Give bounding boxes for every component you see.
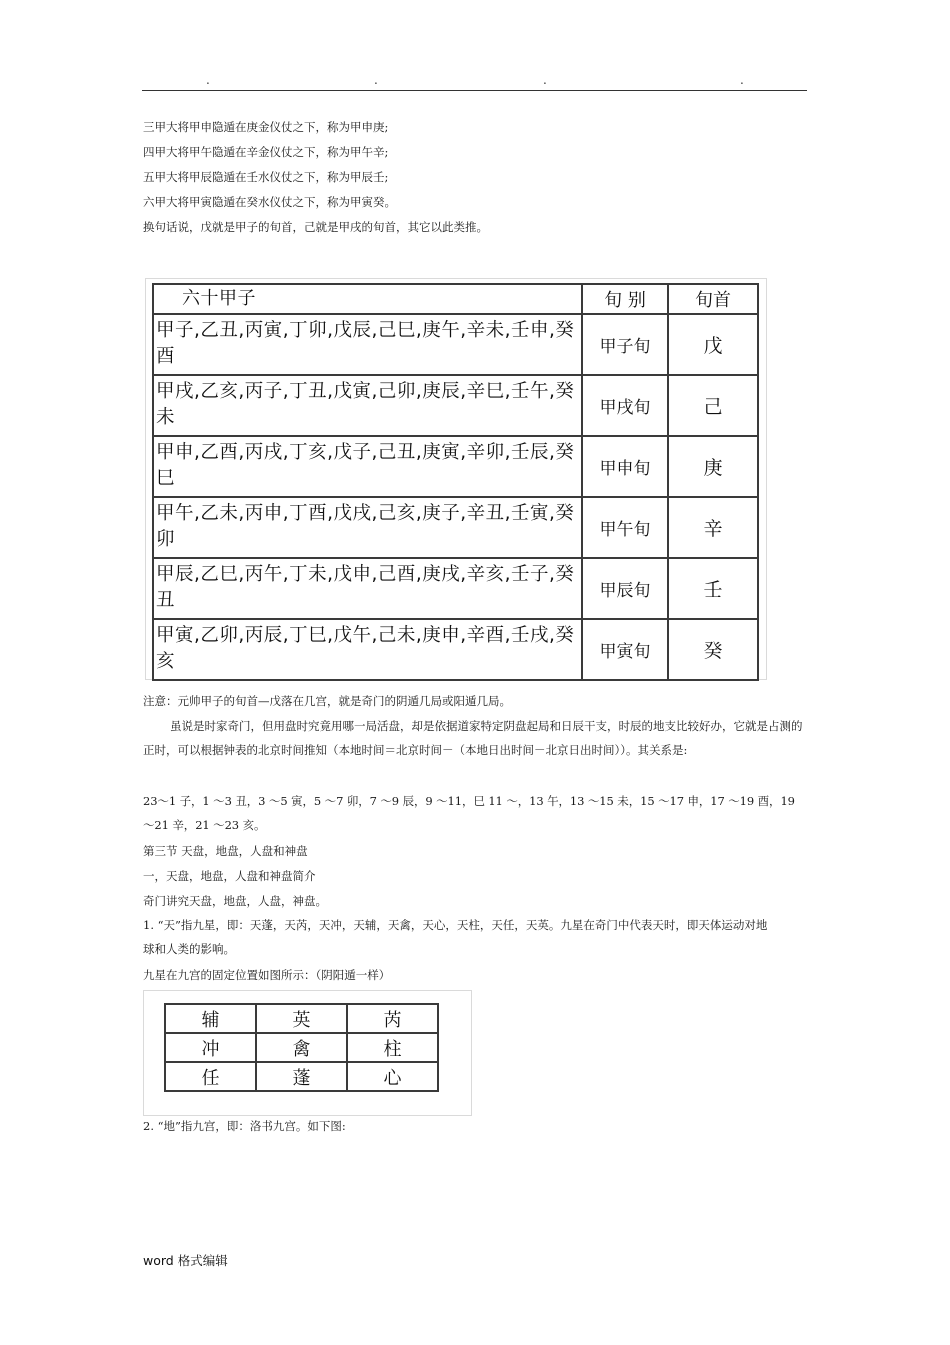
shou-cell: 戊: [668, 314, 758, 375]
star-cell: 冲: [165, 1033, 256, 1062]
time-mapping: 23～1 子，1 ～3 丑，3 ～5 寅，5 ～7 卯，7 ～9 辰，9 ～11，巳 11 ～，13 午，13 ～15 未，15 ～17 申，17 ～19 酉，19 ～21 辛，21 ～23 亥。: [143, 794, 795, 832]
jiazi-table: [152, 283, 759, 681]
table-row: [165, 1004, 438, 1033]
item1-caption: 九星在九宫的固定位置如图所示：（阴阳遁一样）: [143, 968, 391, 982]
header-jiazi: 六十甲子: [153, 284, 582, 314]
item2-text: 2. “地”指九宫，即：洛书九宫。如下图:: [143, 1119, 346, 1133]
jiazi-cell: 甲辰,乙巳,丙午,丁未,戊申,己酉,庚戌,辛亥,壬子,癸丑: [153, 558, 582, 619]
stars-table: [164, 1003, 439, 1092]
header-dot: .: [543, 73, 547, 87]
section-title: 第三节 天盘，地盘，人盘和神盘: [143, 844, 308, 858]
jiazi-cell: 甲戌,乙亥,丙子,丁丑,戊寅,己卯,庚辰,辛巳,壬午,癸未: [153, 375, 582, 436]
table-row: [153, 314, 758, 375]
intro-line: 四甲大将甲午隐遁在辛金仪仗之下，称为甲午辛;: [143, 145, 389, 159]
table-row: [153, 619, 758, 680]
star-cell: 辅: [165, 1004, 256, 1033]
note-text: 注意：元帅甲子的旬首—戊落在几宫，就是奇门的阴遁几局或阳遁几局。: [143, 694, 511, 708]
xun-cell: 甲子旬: [582, 314, 668, 375]
xun-cell: 甲辰旬: [582, 558, 668, 619]
intro-line: 六甲大将甲寅隐遁在癸水仪仗之下，称为甲寅癸。: [143, 195, 396, 209]
xun-cell: 甲戌旬: [582, 375, 668, 436]
jiazi-cell: 甲申,乙酉,丙戌,丁亥,戊子,己丑,庚寅,辛卯,壬辰,癸巳: [153, 436, 582, 497]
time-paragraph: 虽说是时家奇门，但用盘时究竟用哪一局活盘，却是依据道家特定阴盘起局和日辰干支，时辰的地支比较好办，它就是占测的正时，可以根据钟表的北京时间推知（本地时间＝北京时间－（本地日出时间－北京日出时间））。其关系是:: [143, 719, 803, 757]
header-dot: .: [374, 73, 378, 87]
table-row: [153, 436, 758, 497]
shou-cell: 壬: [668, 558, 758, 619]
sub-title: 一，天盘，地盘，人盘和神盘简介: [143, 869, 316, 883]
jiazi-cell: 甲寅,乙卯,丙辰,丁巳,戊午,己未,庚申,辛酉,壬戌,癸亥: [153, 619, 582, 680]
header-dot: .: [740, 73, 744, 87]
star-cell: 芮: [347, 1004, 438, 1033]
header-shou: 旬首: [668, 284, 758, 314]
header-xun: 旬 别: [582, 284, 668, 314]
intro-line: 三甲大将甲申隐遁在庚金仪仗之下，称为甲申庚;: [143, 120, 389, 134]
table-row: [165, 1033, 438, 1062]
intro-line: 五甲大将甲辰隐遁在壬水仪仗之下，称为甲辰壬;: [143, 170, 389, 184]
header-rule: [142, 90, 807, 91]
item1-text: 1. “天”指九星，即：天蓬，天芮，天冲，天辅，天禽，天心，天柱，天任，天英。九星在奇门中代表天时，即天体运动对地球和人类的影响。: [143, 918, 768, 956]
jiazi-cell: 甲午,乙未,丙申,丁酉,戊戌,己亥,庚子,辛丑,壬寅,癸卯: [153, 497, 582, 558]
header-dot: .: [206, 73, 210, 87]
xun-cell: 甲申旬: [582, 436, 668, 497]
table-row: [153, 558, 758, 619]
footer-text: word 格式编辑: [143, 1253, 228, 1268]
intro-line: 换句话说，戊就是甲子的旬首，己就是甲戌的旬首，其它以此类推。: [143, 220, 488, 234]
shou-cell: 己: [668, 375, 758, 436]
star-cell: 禽: [256, 1033, 347, 1062]
jiazi-cell: 甲子,乙丑,丙寅,丁卯,戊辰,己巳,庚午,辛未,壬申,癸酉: [153, 314, 582, 375]
star-cell: 英: [256, 1004, 347, 1033]
shou-cell: 辛: [668, 497, 758, 558]
table-row: [153, 375, 758, 436]
xun-cell: 甲寅旬: [582, 619, 668, 680]
table-row: [153, 497, 758, 558]
star-cell: 任: [165, 1062, 256, 1091]
star-cell: 柱: [347, 1033, 438, 1062]
xun-cell: 甲午旬: [582, 497, 668, 558]
table-header-row: [153, 284, 758, 314]
shou-cell: 癸: [668, 619, 758, 680]
shou-cell: 庚: [668, 436, 758, 497]
intro2-text: 奇门讲究天盘，地盘，人盘，神盘。: [143, 894, 327, 908]
table-row: [165, 1062, 438, 1091]
star-cell: 心: [347, 1062, 438, 1091]
star-cell: 蓬: [256, 1062, 347, 1091]
